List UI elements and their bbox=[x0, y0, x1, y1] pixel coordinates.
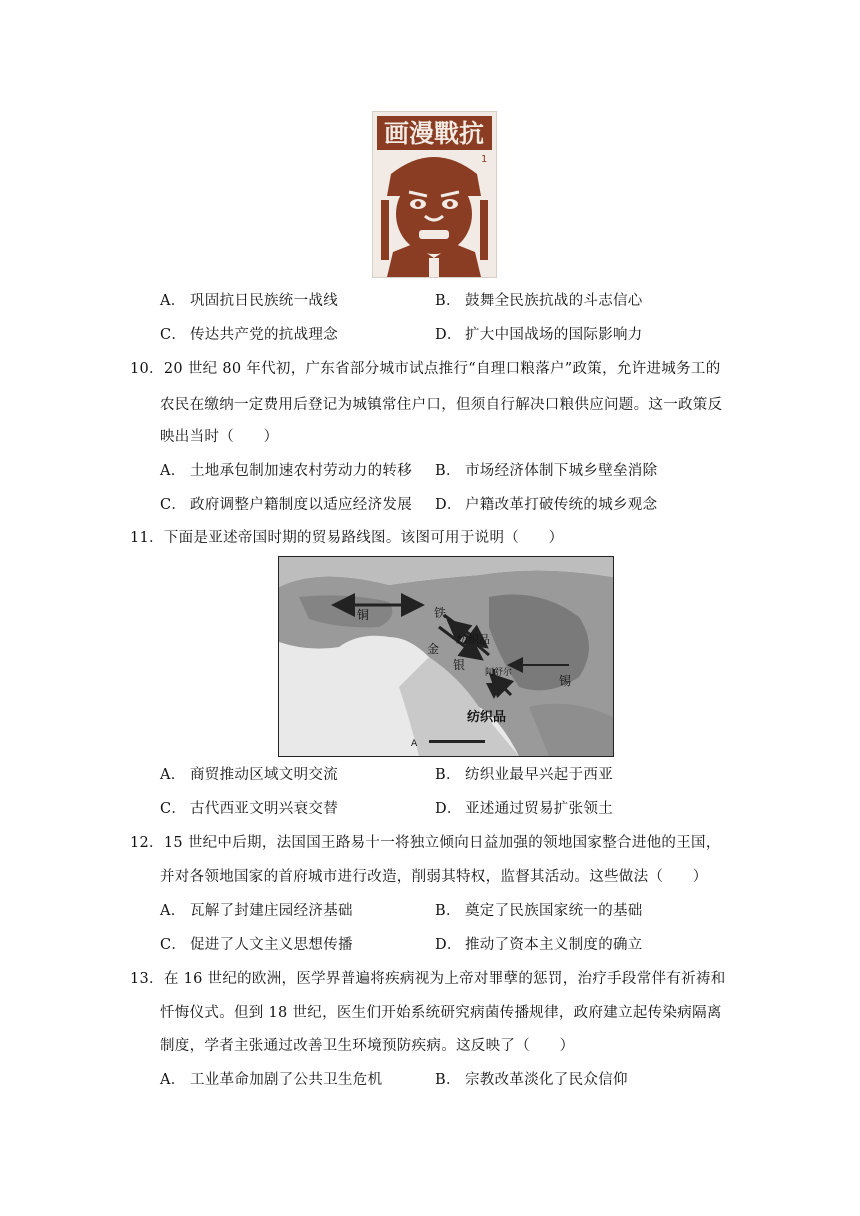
option-text: 纺织业最早兴起于西亚 bbox=[465, 767, 613, 783]
q12-stem-line-1 bbox=[130, 833, 721, 853]
option-letter: C． bbox=[160, 937, 187, 953]
option-text: 传达共产党的抗战理念 bbox=[190, 327, 338, 343]
north-arrow-label: A bbox=[411, 739, 418, 749]
option-letter: B． bbox=[435, 903, 461, 919]
question-number: 13． bbox=[130, 971, 164, 987]
q10-stem-line-2: 农民在缴纳一定费用后登记为城镇常住户口，但须自行解决口粮供应问题。这一政策反 bbox=[160, 397, 723, 413]
q13-option-a bbox=[160, 1070, 382, 1090]
assyria-trade-route-map bbox=[278, 556, 614, 757]
option-letter: B． bbox=[435, 1072, 461, 1088]
q11-option-d bbox=[435, 799, 613, 819]
option-text: 户籍改革打破传统的城乡观念 bbox=[465, 497, 658, 513]
option-letter: D． bbox=[435, 327, 462, 343]
option-letter: A． bbox=[160, 293, 186, 309]
option-letter: C． bbox=[160, 327, 187, 343]
option-letter: D． bbox=[435, 801, 462, 817]
q13-stem-line-2: 忏悔仪式。但到 18 世纪，医生们开始系统研究病菌传播规律，政府建立起传染病隔离 bbox=[160, 1005, 722, 1021]
q13-option-b bbox=[435, 1070, 628, 1090]
poster-issue-number: 1 bbox=[481, 154, 488, 165]
map-artwork bbox=[279, 557, 613, 756]
option-text: 商贸推动区域文明交流 bbox=[190, 767, 338, 783]
q10-option-d bbox=[435, 495, 657, 515]
option-letter: D． bbox=[435, 497, 462, 513]
option-text: 推动了资本主义制度的确立 bbox=[465, 937, 643, 953]
option-letter: A． bbox=[160, 1072, 186, 1088]
q11-option-a bbox=[160, 765, 338, 785]
question-number: 11． bbox=[130, 530, 164, 546]
q10-option-b bbox=[435, 461, 657, 481]
q12-option-b bbox=[435, 901, 643, 921]
option-letter: A． bbox=[160, 767, 186, 783]
map-label-silver: 银 bbox=[453, 658, 466, 672]
option-letter: B． bbox=[435, 293, 461, 309]
q9-option-a bbox=[160, 291, 338, 311]
q12-stem-line-2: 并对各领地国家的首府城市进行改造，削弱其特权，监督其活动。这些做法（ ） bbox=[160, 869, 708, 885]
option-letter: B． bbox=[435, 463, 461, 479]
question-text: 下面是亚述帝国时期的贸易路线图。该图可用于说明（ ） bbox=[163, 530, 564, 546]
anti-war-comic-poster bbox=[372, 111, 497, 278]
q13-stem-line-3: 制度，学者主张通过改善卫生环境预防疾病。这反映了（ ） bbox=[160, 1038, 575, 1054]
option-text: 宗教改革淡化了民众信仰 bbox=[465, 1072, 628, 1088]
scale-bar bbox=[429, 740, 485, 743]
question-text: 20 世纪 80 年代初，广东省部分城市试点推行“自理口粮落户”政策，允许进城务工的 bbox=[163, 361, 721, 377]
map-label-copper: 铜 bbox=[357, 608, 370, 622]
option-letter: C． bbox=[160, 801, 187, 817]
option-text: 巩固抗日民族统一战线 bbox=[190, 293, 338, 309]
q9-option-c bbox=[160, 325, 338, 345]
option-text: 土地承包制加速农村劳动力的转移 bbox=[190, 463, 412, 479]
option-text: 鼓舞全民族抗战的斗志信心 bbox=[465, 293, 643, 309]
map-label-gold: 金 bbox=[427, 642, 440, 656]
option-letter: B． bbox=[435, 767, 461, 783]
q10-option-c bbox=[160, 495, 412, 515]
q10-option-a bbox=[160, 461, 412, 481]
question-text: 15 世纪中后期，法国国王路易十一将独立倾向日益加强的领地国家整合进他的王国， bbox=[163, 835, 721, 851]
option-letter: A． bbox=[160, 463, 186, 479]
question-number: 10． bbox=[130, 361, 164, 377]
q11-option-c bbox=[160, 799, 338, 819]
poster-title: 画漫戰抗 bbox=[383, 119, 485, 148]
map-label-iron: 铁 bbox=[434, 606, 447, 620]
option-text: 市场经济体制下城乡壁垒消除 bbox=[465, 463, 658, 479]
poster-artwork bbox=[373, 112, 496, 277]
map-label-ashur: 阿舒尔 bbox=[485, 668, 513, 678]
q10-stem-line-3: 映出当时（ ） bbox=[160, 429, 279, 445]
q12-option-a bbox=[160, 901, 353, 921]
option-text: 工业革命加剧了公共卫生危机 bbox=[190, 1072, 383, 1088]
option-text: 古代西亚文明兴衰交替 bbox=[190, 801, 338, 817]
q9-option-d bbox=[435, 325, 643, 345]
q13-stem-line-1 bbox=[130, 969, 726, 989]
q11-stem-line-1 bbox=[130, 528, 563, 548]
q11-option-b bbox=[435, 765, 613, 785]
map-label-textiles-north: 纺织品 bbox=[457, 633, 490, 646]
option-text: 促进了人文主义思想传播 bbox=[190, 937, 353, 953]
q12-option-c bbox=[160, 935, 353, 955]
map-label-textiles-south: 纺织品 bbox=[467, 710, 507, 725]
option-text: 政府调整户籍制度以适应经济发展 bbox=[190, 497, 412, 513]
question-text: 在 16 世纪的欧洲，医学界普遍将疾病视为上帝对罪孽的惩罚，治疗手段常伴有祈祷和 bbox=[163, 971, 726, 987]
q10-stem-line-1 bbox=[130, 359, 721, 379]
option-letter: D． bbox=[435, 937, 462, 953]
option-text: 瓦解了封建庄园经济基础 bbox=[190, 903, 353, 919]
q12-option-d bbox=[435, 935, 643, 955]
map-label-tin: 锡 bbox=[559, 674, 572, 688]
q9-option-b bbox=[435, 291, 643, 311]
option-text: 扩大中国战场的国际影响力 bbox=[465, 327, 643, 343]
option-letter: C． bbox=[160, 497, 187, 513]
question-number: 12． bbox=[130, 835, 164, 851]
option-text: 亚述通过贸易扩张领土 bbox=[465, 801, 613, 817]
option-text: 奠定了民族国家统一的基础 bbox=[465, 903, 643, 919]
option-letter: A． bbox=[160, 903, 186, 919]
